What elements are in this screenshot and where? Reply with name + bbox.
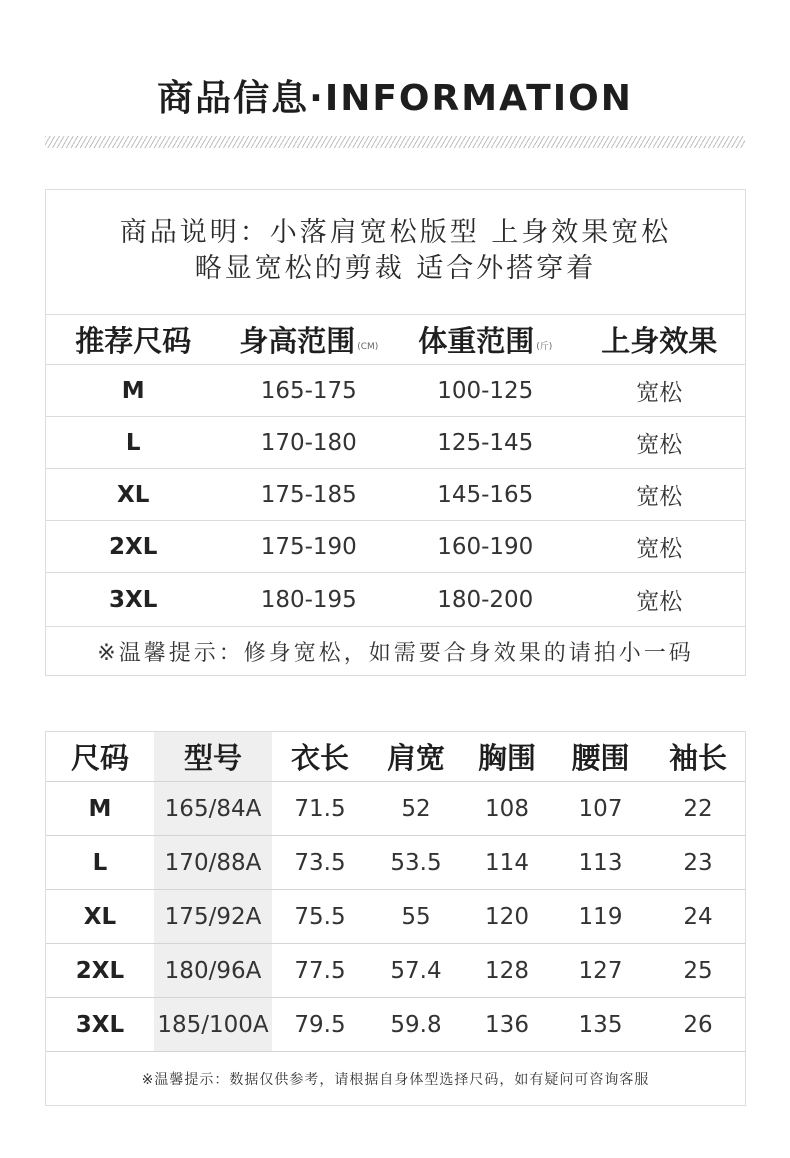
- header-height-range: [221, 315, 398, 364]
- product-description: [46, 215, 745, 287]
- description-line-2: 略显宽松的剪裁 适合外搭穿着: [194, 253, 597, 284]
- table-row: [46, 781, 745, 835]
- weight-cell: 160-190: [437, 533, 534, 560]
- height-cell: 165-175: [260, 377, 357, 404]
- size-cell: M: [121, 377, 145, 404]
- weight-cell: 125-145: [437, 429, 534, 456]
- waist-cell: 107: [578, 795, 623, 822]
- height-unit: (CM): [357, 342, 379, 352]
- fit-cell: 宽松: [636, 589, 683, 615]
- shoulder-cell: 52: [401, 795, 431, 822]
- weight-cell: 180-200: [437, 586, 534, 613]
- size-cell: L: [92, 849, 108, 876]
- length-cell: 75.5: [294, 903, 346, 930]
- fit-cell: 宽松: [636, 536, 683, 562]
- header-model: 型号: [183, 741, 242, 775]
- header-waist: 腰围: [571, 741, 630, 775]
- fit-tip-note: ※温馨提示：修身宽松，如需要合身效果的请拍小一码: [46, 626, 745, 676]
- decorative-stripe: [45, 136, 745, 148]
- weight-unit: (斤): [536, 342, 553, 352]
- table-row: [46, 835, 745, 889]
- weight-cell: 100-125: [437, 377, 534, 404]
- model-cell: 175/92A: [164, 903, 262, 930]
- recommend-size-table: [45, 189, 746, 676]
- size-cell: 3XL: [109, 586, 158, 613]
- chest-cell: 128: [485, 957, 529, 984]
- size-cell: 3XL: [75, 1011, 125, 1038]
- model-cell: 185/100A: [157, 1011, 269, 1038]
- shoulder-cell: 59.8: [390, 1011, 442, 1038]
- waist-cell: 113: [578, 849, 623, 876]
- chest-cell: 136: [485, 1011, 529, 1038]
- size-cell: M: [88, 795, 112, 822]
- chest-cell: 108: [485, 795, 529, 822]
- model-cell: 170/88A: [164, 849, 262, 876]
- header-fit-effect: 上身效果: [601, 324, 718, 358]
- sleeve-cell: 26: [683, 1011, 713, 1038]
- shoulder-cell: 57.4: [390, 957, 442, 984]
- waist-cell: 127: [578, 957, 623, 984]
- recommend-table-header: [46, 314, 745, 364]
- height-cell: 170-180: [260, 429, 357, 456]
- header-height-label: 身高范围: [239, 324, 356, 358]
- size-cell: XL: [83, 903, 117, 930]
- size-cell: 2XL: [109, 533, 158, 560]
- header-weight-range: [397, 315, 574, 364]
- table-row: [46, 364, 745, 416]
- waist-cell: 135: [578, 1011, 623, 1038]
- sleeve-cell: 24: [683, 903, 713, 930]
- model-cell: 165/84A: [164, 795, 262, 822]
- weight-cell: 145-165: [437, 481, 534, 508]
- shoulder-cell: 53.5: [390, 849, 442, 876]
- table-row: [46, 468, 745, 520]
- measurement-table-header: [46, 732, 745, 781]
- height-cell: 175-190: [260, 533, 357, 560]
- table-row: [46, 889, 745, 943]
- table-row: [46, 416, 745, 468]
- header-size: 尺码: [70, 741, 129, 775]
- fit-cell: 宽松: [636, 484, 683, 510]
- length-cell: 71.5: [294, 795, 346, 822]
- table-row: [46, 943, 745, 997]
- chest-cell: 120: [485, 903, 529, 930]
- table-row: [46, 520, 745, 572]
- waist-cell: 119: [578, 903, 623, 930]
- header-sleeve: 袖长: [668, 741, 727, 775]
- header-chest: 胸围: [477, 741, 536, 775]
- length-cell: 79.5: [294, 1011, 346, 1038]
- fit-cell: 宽松: [636, 432, 683, 458]
- header-shoulder: 肩宽: [386, 741, 445, 775]
- size-cell: L: [125, 429, 141, 456]
- table-row: [46, 572, 745, 626]
- chest-cell: 114: [485, 849, 529, 876]
- measurement-table: [45, 731, 746, 1106]
- sleeve-cell: 22: [683, 795, 713, 822]
- page-title: 商品信息·INFORMATION: [157, 78, 633, 119]
- model-cell: 180/96A: [164, 957, 262, 984]
- measurement-tip-note: ※温馨提示：数据仅供参考，请根据自身体型选择尺码，如有疑问可咨询客服: [46, 1051, 745, 1106]
- length-cell: 77.5: [294, 957, 346, 984]
- table-row: [46, 997, 745, 1051]
- length-cell: 73.5: [294, 849, 346, 876]
- header-length: 衣长: [290, 741, 349, 775]
- shoulder-cell: 55: [401, 903, 431, 930]
- fit-cell: 宽松: [636, 380, 683, 406]
- description-line-1: 商品说明：小落肩宽松版型 上身效果宽松: [119, 217, 672, 248]
- sleeve-cell: 25: [683, 957, 713, 984]
- sleeve-cell: 23: [683, 849, 713, 876]
- header-recommend-size: 推荐尺码: [75, 324, 192, 358]
- height-cell: 180-195: [260, 586, 357, 613]
- size-cell: XL: [117, 481, 150, 508]
- size-cell: 2XL: [75, 957, 125, 984]
- height-cell: 175-185: [260, 481, 357, 508]
- header-weight-label: 体重范围: [418, 324, 535, 358]
